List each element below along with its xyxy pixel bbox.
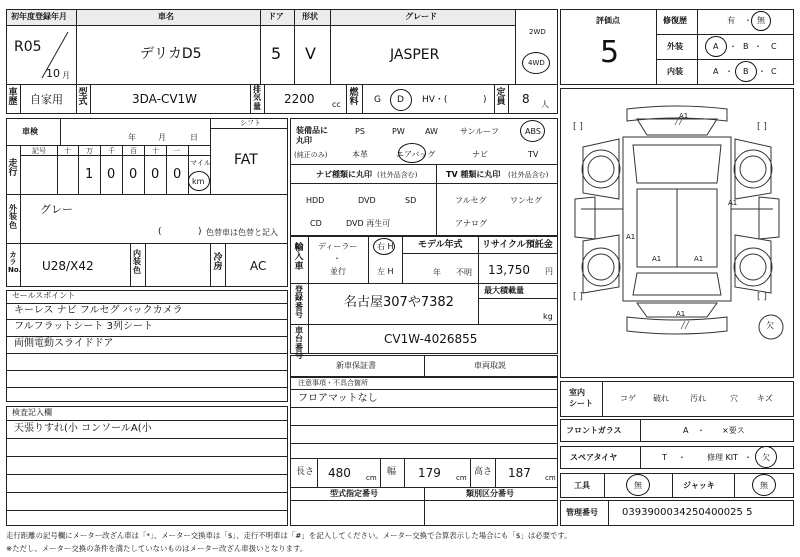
shaken-label: 車検 [22,127,38,136]
header-value-row [6,25,516,85]
import-left-h: 左 H [377,267,394,276]
capacity-label: 定 員 [496,88,506,108]
color-no-value: U28/X42 [42,259,94,273]
repair-dot: ・ [744,16,752,25]
cooler-value: AC [250,259,267,273]
car-name-value: デリカD5 [140,46,202,62]
mileage-digit-3: 0 [129,167,138,182]
cc-unit: cc [332,100,341,109]
spare-t: T [662,453,667,462]
first-reg-label: 初年度登録年月 [11,12,67,21]
equipment-sublabel: (純正のみ) [294,151,328,159]
length-label: 長さ [296,467,315,477]
color-paren-close: ) [198,227,202,237]
jack-circle [752,474,776,496]
length-value: 480 [328,466,351,480]
doors-value: 5 [271,44,282,63]
tools-value: 無 [634,481,642,490]
shape-value: V [305,44,316,63]
tv-oneseg: ワンセグ [510,196,542,205]
equipment-label: 装備品に 丸印 [296,126,328,146]
mile-label: マイル [190,159,211,167]
seat-kizu: キズ [757,394,773,403]
windshield-label: フロントガラス [566,426,622,435]
svg-text:[ ]: [ ] [757,292,767,302]
exterior-label: 外装 [667,42,683,51]
windshield-a: A [683,426,689,435]
spare-missing: 欠 [762,453,770,462]
exterior-c: C [771,42,777,51]
max-load-kg: kg [543,312,553,321]
import-dot: ・ [333,254,341,263]
height-value: 187 [508,466,531,480]
shaken-year-unit: 年 [128,133,136,142]
model-value: 3DA-CV1W [132,92,198,106]
exterior-b: B [743,42,749,51]
fuel-g: G [374,95,381,105]
model-label: 型 式 [78,88,88,108]
interior-c: C [771,67,777,76]
interior-color-label: 内 装 色 [133,249,141,275]
equip-pw: PW [392,127,405,136]
import-dealer: ディーラー [318,242,358,251]
model-year-unit: 年 [433,268,441,277]
shaken-day-unit: 日 [190,133,198,142]
tv-analog: アナログ [455,219,487,228]
mileage-digit-1: 1 [85,167,94,182]
length-cm: cm [366,474,377,482]
shift-value: FAT [234,152,258,168]
displacement-value: 2200 [284,92,315,106]
import-right-h: 右 H [377,242,394,251]
spare-tire-label: スペアタイヤ [570,453,618,462]
grade-label: グレード [405,12,437,21]
svg-text:[ ]: [ ] [573,122,583,132]
damage-mark-1: A1 [679,112,689,120]
capacity-value: 8 [522,92,530,106]
interior-a: A [713,67,719,76]
damage-mark-3: A1 [626,233,636,241]
drive-4wd: 4WD [528,59,545,67]
import-parallel: 並行 [330,267,346,276]
seat-ana: 穴 [730,394,738,403]
equip-airbag: エアバッグ [396,150,436,159]
tools-circle [626,474,650,496]
shaken-month-unit: 月 [158,133,166,142]
drive-2wd: 2WD [529,28,546,36]
shape-label: 形状 [302,12,318,21]
vehicle-manual: 車両取説 [474,361,506,370]
mileage-digit-2: 0 [107,167,116,182]
tools-label: 工具 [574,481,590,490]
equip-aw: AW [425,127,438,136]
svg-text:[ ]: [ ] [757,122,767,132]
equip-navi: ナビ [472,150,488,159]
width-label: 幅 [387,467,397,477]
repair-history-label: 修復歴 [663,16,687,25]
seat-koge: コゲ [620,394,636,403]
score-label: 評価点 [596,16,620,25]
chassis-number: CV1W-4026855 [384,332,478,346]
width-cm: cm [456,474,467,482]
width-value: 179 [418,466,441,480]
digit-unit-2: 千 [108,147,115,155]
category-label: 類別区分番号 [466,489,514,498]
repair-none: 無 [757,16,765,25]
exterior-sep2: ・ [754,42,762,51]
km-label: km [192,177,205,186]
color-no-label: カラ No. [8,251,22,274]
symbol-label: 記号 [32,147,46,155]
airbag-circle [398,143,426,163]
sales-line-2: 両側電動スライドドア [14,338,114,349]
month-unit: 月 [62,71,70,80]
svg-text:[ ]: [ ] [573,292,583,302]
car-diagram [561,89,793,377]
right-h-circle [373,238,395,255]
type-designation-label: 型式指定番号 [330,489,378,498]
recycle-yen: 円 [545,267,553,276]
repair-none-circle [751,11,771,31]
fuel-close: ) [483,95,487,105]
fuel-label: 燃 料 [349,88,359,108]
navi-cd: CD [310,219,322,228]
navi-sub: (社外品含む) [377,171,418,179]
exterior-a-circle [705,36,727,57]
interior-sep: ・ [725,67,733,76]
drive-4wd-circle [522,52,550,74]
door-label: ドア [268,12,284,21]
tv-sub: (社外品含む) [508,171,549,179]
digit-unit-0: 十 [64,147,71,155]
displacement-label: 排 気 量 [253,85,261,111]
management-number: 0393900034250400025 5 [622,507,753,518]
import-label: 輸 入 車 [294,243,304,272]
windshield-replace: ×要ス [722,426,745,435]
mileage-label: 走 行 [8,159,18,179]
max-load-label: 最大積載量 [484,286,524,295]
equip-leather: 本革 [352,150,368,159]
sales-points-label: セールスポイント [12,291,76,300]
recycle-label: リサイクル預託金 [482,240,553,250]
usage-label: 車 歴 [8,88,18,108]
seat-yabure: 破れ [653,394,669,403]
shift-label: シフト [240,119,261,127]
navi-dvd: DVD [358,196,376,205]
tv-label: TV 種類に丸印 [446,170,501,179]
spare-dot: ・ [678,453,686,462]
navi-sd: SD [405,196,417,205]
mileage-digit-5: 0 [173,167,182,182]
first-reg-year: R05 [14,39,42,55]
tv-fullseg: フルセグ [455,196,487,205]
digit-unit-4: 十 [152,147,159,155]
navi-hdd: HDD [306,196,325,205]
equip-sunroof: サンルーフ [460,127,499,136]
abs-circle [520,120,545,142]
color-paren-open: ( [158,227,162,237]
interior-sep2: ・ [758,67,766,76]
cooler-label: 冷 房 [213,253,223,273]
digit-unit-5: 一 [173,147,180,155]
equip-ps: PS [355,127,365,136]
color-value: グレー [40,203,73,216]
km-circle [188,171,210,191]
chassis-label: 車 台 番 号 [295,326,303,361]
score-value: 5 [600,35,620,70]
notes-label: 注意事項・不具合箇所 [298,379,368,387]
mileage-digit-4: 0 [151,167,160,182]
car-name-label: 車名 [158,12,174,21]
digit-unit-1: 万 [86,147,93,155]
new-car-warranty: 新車保証書 [336,361,376,370]
interior-label: 内装 [667,67,683,76]
recycle-value: 13,750 [488,263,530,277]
fuel-d-circle [390,89,412,111]
exterior-a: A [713,42,719,51]
navi-label: ナビ種類に丸印 [316,170,372,179]
footer-line-1: 走行距離の記号欄にメーター改ざん車は「*」、メーター交換車は「$」、走行不明車は「#」を記入してください。メーター交換で合算表示した場合にも「$」は必要です。 [6,531,572,540]
damage-mark-6: A1 [676,310,686,318]
digit-unit-3: 百 [130,147,137,155]
sales-line-0: キーレス ナビ フルセグ バックカメラ [14,305,183,316]
inspector-text: 天張りすれ(小 コンソールA(小 [14,423,152,434]
jack-label: ジャッキ [683,481,715,490]
jack-value: 無 [760,481,768,490]
missing-mark: 欠 [766,321,774,330]
sales-line-1: フルフラットシート 3列シート [14,321,153,332]
interior-b-circle [735,61,757,82]
header-label-row [6,9,516,26]
windshield-dot: ・ [697,426,705,435]
exterior-sep: ・ [729,42,737,51]
model-year-label: モデル年式 [418,240,463,250]
usage-value: 自家用 [30,93,63,106]
inspector-label: 検査記入欄 [12,408,52,417]
color-note: 色替車は色替と記入 [206,228,278,237]
registration-label: 登 録 番 号 [295,285,303,320]
navi-dvd-play: DVD 再生可 [346,219,391,228]
equip-abs: ABS [525,127,541,136]
notes-text: フロアマットなし [298,393,378,404]
color-label: 外 装 色 [9,204,17,230]
spare-kit: 修理 KIT [707,453,739,462]
seat-yogore: 汚れ [690,394,706,403]
equip-tv: TV [528,150,539,159]
interior-b: B [743,67,749,76]
fuel-hv: HV・( [422,95,448,105]
management-label: 管理番号 [566,508,598,517]
spare-sep: ・ [744,453,752,462]
repair-yes: 有 [727,16,735,25]
damage-mark-5: A1 [694,255,704,263]
registration-number: 名古屋307や7382 [344,295,454,310]
damage-mark-4: A1 [652,255,662,263]
height-cm: cm [545,474,556,482]
footer-line-2: ※ただし、メーター交換の条件を満たしていないものはメーター改ざん車扱いとなります。 [6,544,308,553]
row2 [6,84,558,114]
spare-missing-circle [755,446,777,468]
damage-mark-2: A1 [728,199,738,207]
grade-value: JASPER [390,47,440,63]
height-label: 高さ [474,467,493,477]
model-year-unknown: 不明 [456,268,472,277]
seat-label: 室内 シート [569,388,593,409]
first-reg-month: 10 [46,67,60,80]
capacity-unit: 人 [541,100,549,109]
fuel-d: D [397,95,404,105]
